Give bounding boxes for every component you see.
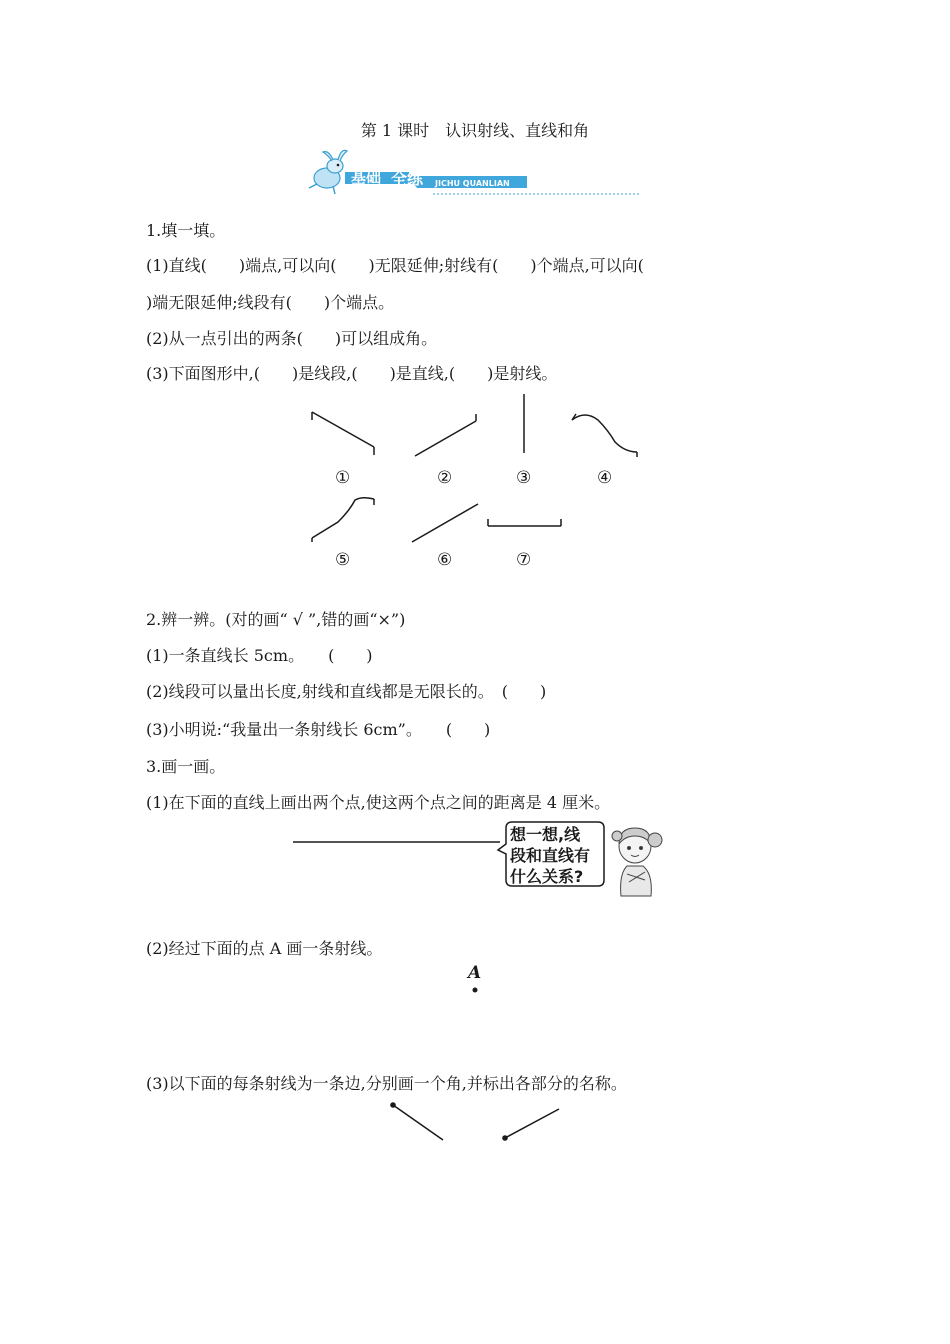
banner-main-b: 全练 — [391, 169, 424, 188]
ray-right — [505, 1109, 559, 1138]
shape-label-2: ② — [437, 468, 453, 488]
shape-label-5: ⑤ — [335, 550, 351, 570]
ray-left-endpoint — [390, 1102, 396, 1108]
shape-4 — [572, 415, 637, 452]
rabbit-mascot-icon — [309, 150, 347, 194]
q3-heading: 3.画一画。 — [146, 757, 226, 776]
bubble-line-2: 段和直线有 — [510, 846, 591, 865]
q1-part1-line2: )端无限延伸;线段有( )个端点。 — [146, 293, 395, 312]
banner-sub: JICHU QUANLIAN — [435, 179, 510, 188]
drawing-line — [290, 836, 502, 848]
rays-figure — [380, 1096, 570, 1150]
q1-heading: 1.填一填。 — [146, 221, 226, 240]
shape-5 — [312, 498, 374, 538]
q1-part2: (2)从一点引出的两条( )可以组成角。 — [146, 329, 438, 348]
q2-heading: 2.辨一辨。(对的画“ √ ”,错的画“×”) — [146, 610, 406, 629]
page-title: 第 1 课时 认识射线、直线和角 — [360, 121, 590, 140]
shape-label-3: ③ — [516, 468, 532, 488]
ray-left — [393, 1105, 443, 1140]
girl-illustration-icon — [605, 824, 677, 898]
q1-part1-line1: (1)直线( )端点,可以向( )无限延伸;射线有( )个端点,可以向( — [146, 256, 644, 275]
q2-statement-1: (1)一条直线长 5cm。 ( ) — [146, 646, 373, 665]
q3-part3: (3)以下面的每条射线为一条边,分别画一个角,并标出各部分的名称。 — [146, 1074, 627, 1093]
q2-statement-3: (3)小明说:“我量出一条射线长 6cm”。 ( ) — [146, 720, 491, 739]
q2-statement-2: (2)线段可以量出长度,射线和直线都是无限长的。 ( ) — [146, 682, 547, 701]
point-a-label: A — [468, 963, 482, 983]
ray-right-endpoint — [502, 1135, 508, 1141]
bubble-line-1: 想一想,线 — [510, 825, 581, 844]
bubble-text — [510, 824, 606, 887]
q3-part1: (1)在下面的直线上画出两个点,使这两个点之间的距离是 4 厘米。 — [146, 793, 611, 812]
shape-label-6: ⑥ — [437, 550, 453, 570]
shape-1 — [312, 412, 374, 447]
shape-label-7: ⑦ — [516, 550, 532, 570]
q3-part2: (2)经过下面的点 A 画一条射线。 — [146, 939, 383, 958]
point-a — [470, 985, 480, 995]
shape-label-4: ④ — [597, 468, 613, 488]
shape-label-1: ① — [335, 468, 351, 488]
shape-2 — [415, 421, 476, 456]
banner-main-a: 基础 — [351, 168, 382, 186]
banner — [305, 148, 645, 200]
q1-part3: (3)下面图形中,( )是线段,( )是直线,( )是射线。 — [146, 364, 558, 383]
shape-6 — [412, 504, 478, 542]
bubble-line-3: 什么关系? — [510, 867, 584, 886]
